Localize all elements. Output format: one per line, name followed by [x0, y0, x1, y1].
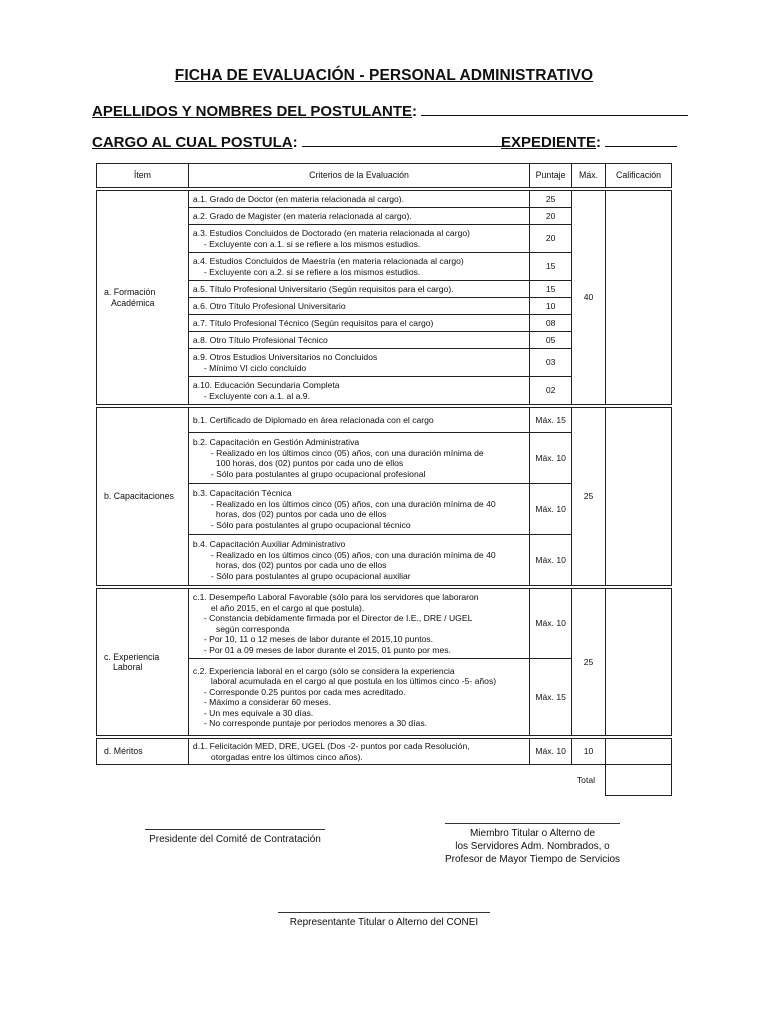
signature-line: [278, 912, 490, 913]
points-a4: 15: [530, 253, 572, 281]
applicant-name-line: APELLIDOS Y NOMBRES DEL POSTULANTE:: [92, 100, 688, 120]
points-a2: 20: [530, 208, 572, 225]
section-item-a: a. Formación Académica: [97, 191, 189, 405]
section-max-b: 25: [572, 408, 606, 586]
criterion-b4: b.4. Capacitación Auxiliar Administrativo - Realizado en los últimos cinco (05) años, con una duración mínima de 40 horas, dos (02) puntos por cada uno de ellos - Sólo para postulantes al grupo ocupacional auxiliar: [188, 535, 529, 586]
signature-member: [425, 823, 640, 866]
file-number-blank[interactable]: [605, 131, 677, 147]
points-b3: Máx. 10: [530, 484, 572, 535]
criterion-d1: d.1. Felicitación MED, DRE, UGEL (Dos -2- puntos por cada Resolución, otorgadas entre los últimos cinco años).: [188, 739, 529, 765]
signature-member-line2: los Servidores Adm. Nombrados, o: [455, 841, 610, 852]
signature-conei: [270, 912, 498, 929]
points-b4: Máx. 10: [530, 535, 572, 586]
criterion-b1: b.1. Certificado de Diplomado en área relacionada con el cargo: [188, 408, 529, 433]
criterion-a1: a.1. Grado de Doctor (en materia relacionada al cargo).: [188, 191, 529, 208]
score-cell-d[interactable]: [606, 739, 672, 765]
points-a9: 03: [530, 349, 572, 377]
points-b1: Máx. 15: [530, 408, 572, 433]
points-c1: Máx. 10: [530, 589, 572, 659]
criterion-a8: a.8. Otro Título Profesional Técnico: [188, 332, 529, 349]
total-label: Total: [576, 775, 596, 785]
table-row: [97, 589, 672, 659]
section-item-b: b. Capacitaciones: [97, 408, 189, 586]
section-max-c: 25: [572, 589, 606, 736]
criterion-c2: c.2. Experiencia laboral en el cargo (sólo se considera la experiencia laboral acumulada en el cargo al que postula en los últimos cinco -5- años) - Corresponde 0.25 puntos por cada mes acreditado. - Máximo a considerar 60 meses. - Un mes equivale a 30 días. - No corresponde puntaje por periodos menores a 30 días.: [188, 659, 529, 736]
criterion-a7: a.7. Título Profesional Técnico (Según requisitos para el cargo): [188, 315, 529, 332]
section-max-a: 40: [572, 191, 606, 405]
column-header-criteria: Criterios de la Evaluación: [188, 164, 529, 188]
score-cell-c[interactable]: [606, 589, 672, 736]
table-row: [97, 191, 672, 208]
position-label: CARGO AL CUAL POSTULA: [92, 134, 293, 151]
criterion-a3: a.3. Estudios Concluidos de Doctorado (en materia relacionada al cargo) - Excluyente con a.1. si se refiere a los mismos estudios.: [188, 225, 529, 253]
points-a8: 05: [530, 332, 572, 349]
criterion-b2: b.2. Capacitación en Gestión Administrativa - Realizado en los últimos cinco (05) años, con una duración mínima de 100 horas, dos (02) puntos por cada uno de ellos - Sólo para postulantes al grupo ocupacional profesional: [188, 433, 529, 484]
points-d1: Máx. 10: [530, 739, 572, 765]
signature-conei-label: Representante Titular o Alterno del CONEI: [289, 917, 479, 928]
points-a10: 02: [530, 377, 572, 405]
table-row: [97, 408, 672, 433]
criterion-a5: a.5. Título Profesional Universitario (Según requisitos para el cargo).: [188, 281, 529, 298]
section-max-d: 10: [572, 739, 606, 765]
criterion-a4: a.4. Estudios Concluidos de Maestría (en materia relacionada al cargo) - Excluyente con a.2. si se refiere a los mismos estudios.: [188, 253, 529, 281]
criterion-a2: a.2. Grado de Magister (en materia relacionada al cargo).: [188, 208, 529, 225]
points-c2: Máx. 15: [530, 659, 572, 736]
signature-member-line1: Miembro Titular o Alterno de: [469, 828, 596, 839]
section-item-d: d. Méritos: [97, 739, 189, 765]
signature-president-label: Presidente del Comité de Contratación: [149, 834, 321, 845]
points-a7: 08: [530, 315, 572, 332]
table-header-row: [97, 164, 672, 188]
form-title: FICHA DE EVALUACIÓN - PERSONAL ADMINISTRATIVO: [174, 67, 594, 84]
total-row: [97, 765, 672, 796]
position-line: CARGO AL CUAL POSTULA:: [92, 131, 503, 151]
criterion-a10: a.10. Educación Secundaria Completa - Excluyente con a.1. al a.9.: [188, 377, 529, 405]
score-cell-a[interactable]: [606, 191, 672, 405]
position-blank[interactable]: [302, 131, 503, 147]
total-score-cell[interactable]: [606, 765, 672, 796]
points-a6: 10: [530, 298, 572, 315]
criterion-c1: c.1. Desempeño Laboral Favorable (sólo para los servidores que laboraron el año 2015, en el cargo al que postula). - Constancia debidamente firmada por el Director de I.E., DRE / UGEL según corresponda - Por 10, 11 o 12 meses de labor durante el 2015,10 puntos. - Por 01 a 09 meses de labor durante el 2015, 01 punto por mes.: [188, 589, 529, 659]
column-header-score: Calificación: [606, 164, 672, 188]
criterion-b3: b.3. Capacitación Técnica - Realizado en los últimos cinco (05) años, con una duración mínima de 40 horas, dos (02) puntos por cada uno de ellos - Sólo para postulantes al grupo ocupacional técnico: [188, 484, 529, 535]
signature-line: [145, 829, 325, 830]
signature-line: [445, 823, 620, 824]
file-number-line: EXPEDIENTE:: [501, 131, 677, 151]
column-header-max: Máx.: [572, 164, 606, 188]
criterion-a9: a.9. Otros Estudios Universitarios no Concluidos - Mínimo VI ciclo concluido: [188, 349, 529, 377]
evaluation-table: [96, 163, 672, 796]
applicant-name-blank[interactable]: [421, 100, 688, 116]
applicant-name-label: APELLIDOS Y NOMBRES DEL POSTULANTE: [92, 103, 413, 120]
column-header-item: Ítem: [97, 164, 189, 188]
column-header-points: Puntaje: [530, 164, 572, 188]
score-cell-b[interactable]: [606, 408, 672, 586]
section-item-c: c. Experiencia Laboral: [97, 589, 189, 736]
table-row: [97, 739, 672, 765]
points-b2: Máx. 10: [530, 433, 572, 484]
signature-president: [140, 829, 330, 846]
points-a5: 15: [530, 281, 572, 298]
file-number-label: EXPEDIENTE: [501, 134, 597, 151]
signature-member-line3: Profesor de Mayor Tiempo de Servicios: [444, 854, 621, 865]
points-a1: 25: [530, 191, 572, 208]
points-a3: 20: [530, 225, 572, 253]
criterion-a6: a.6. Otro Título Profesional Universitario: [188, 298, 529, 315]
